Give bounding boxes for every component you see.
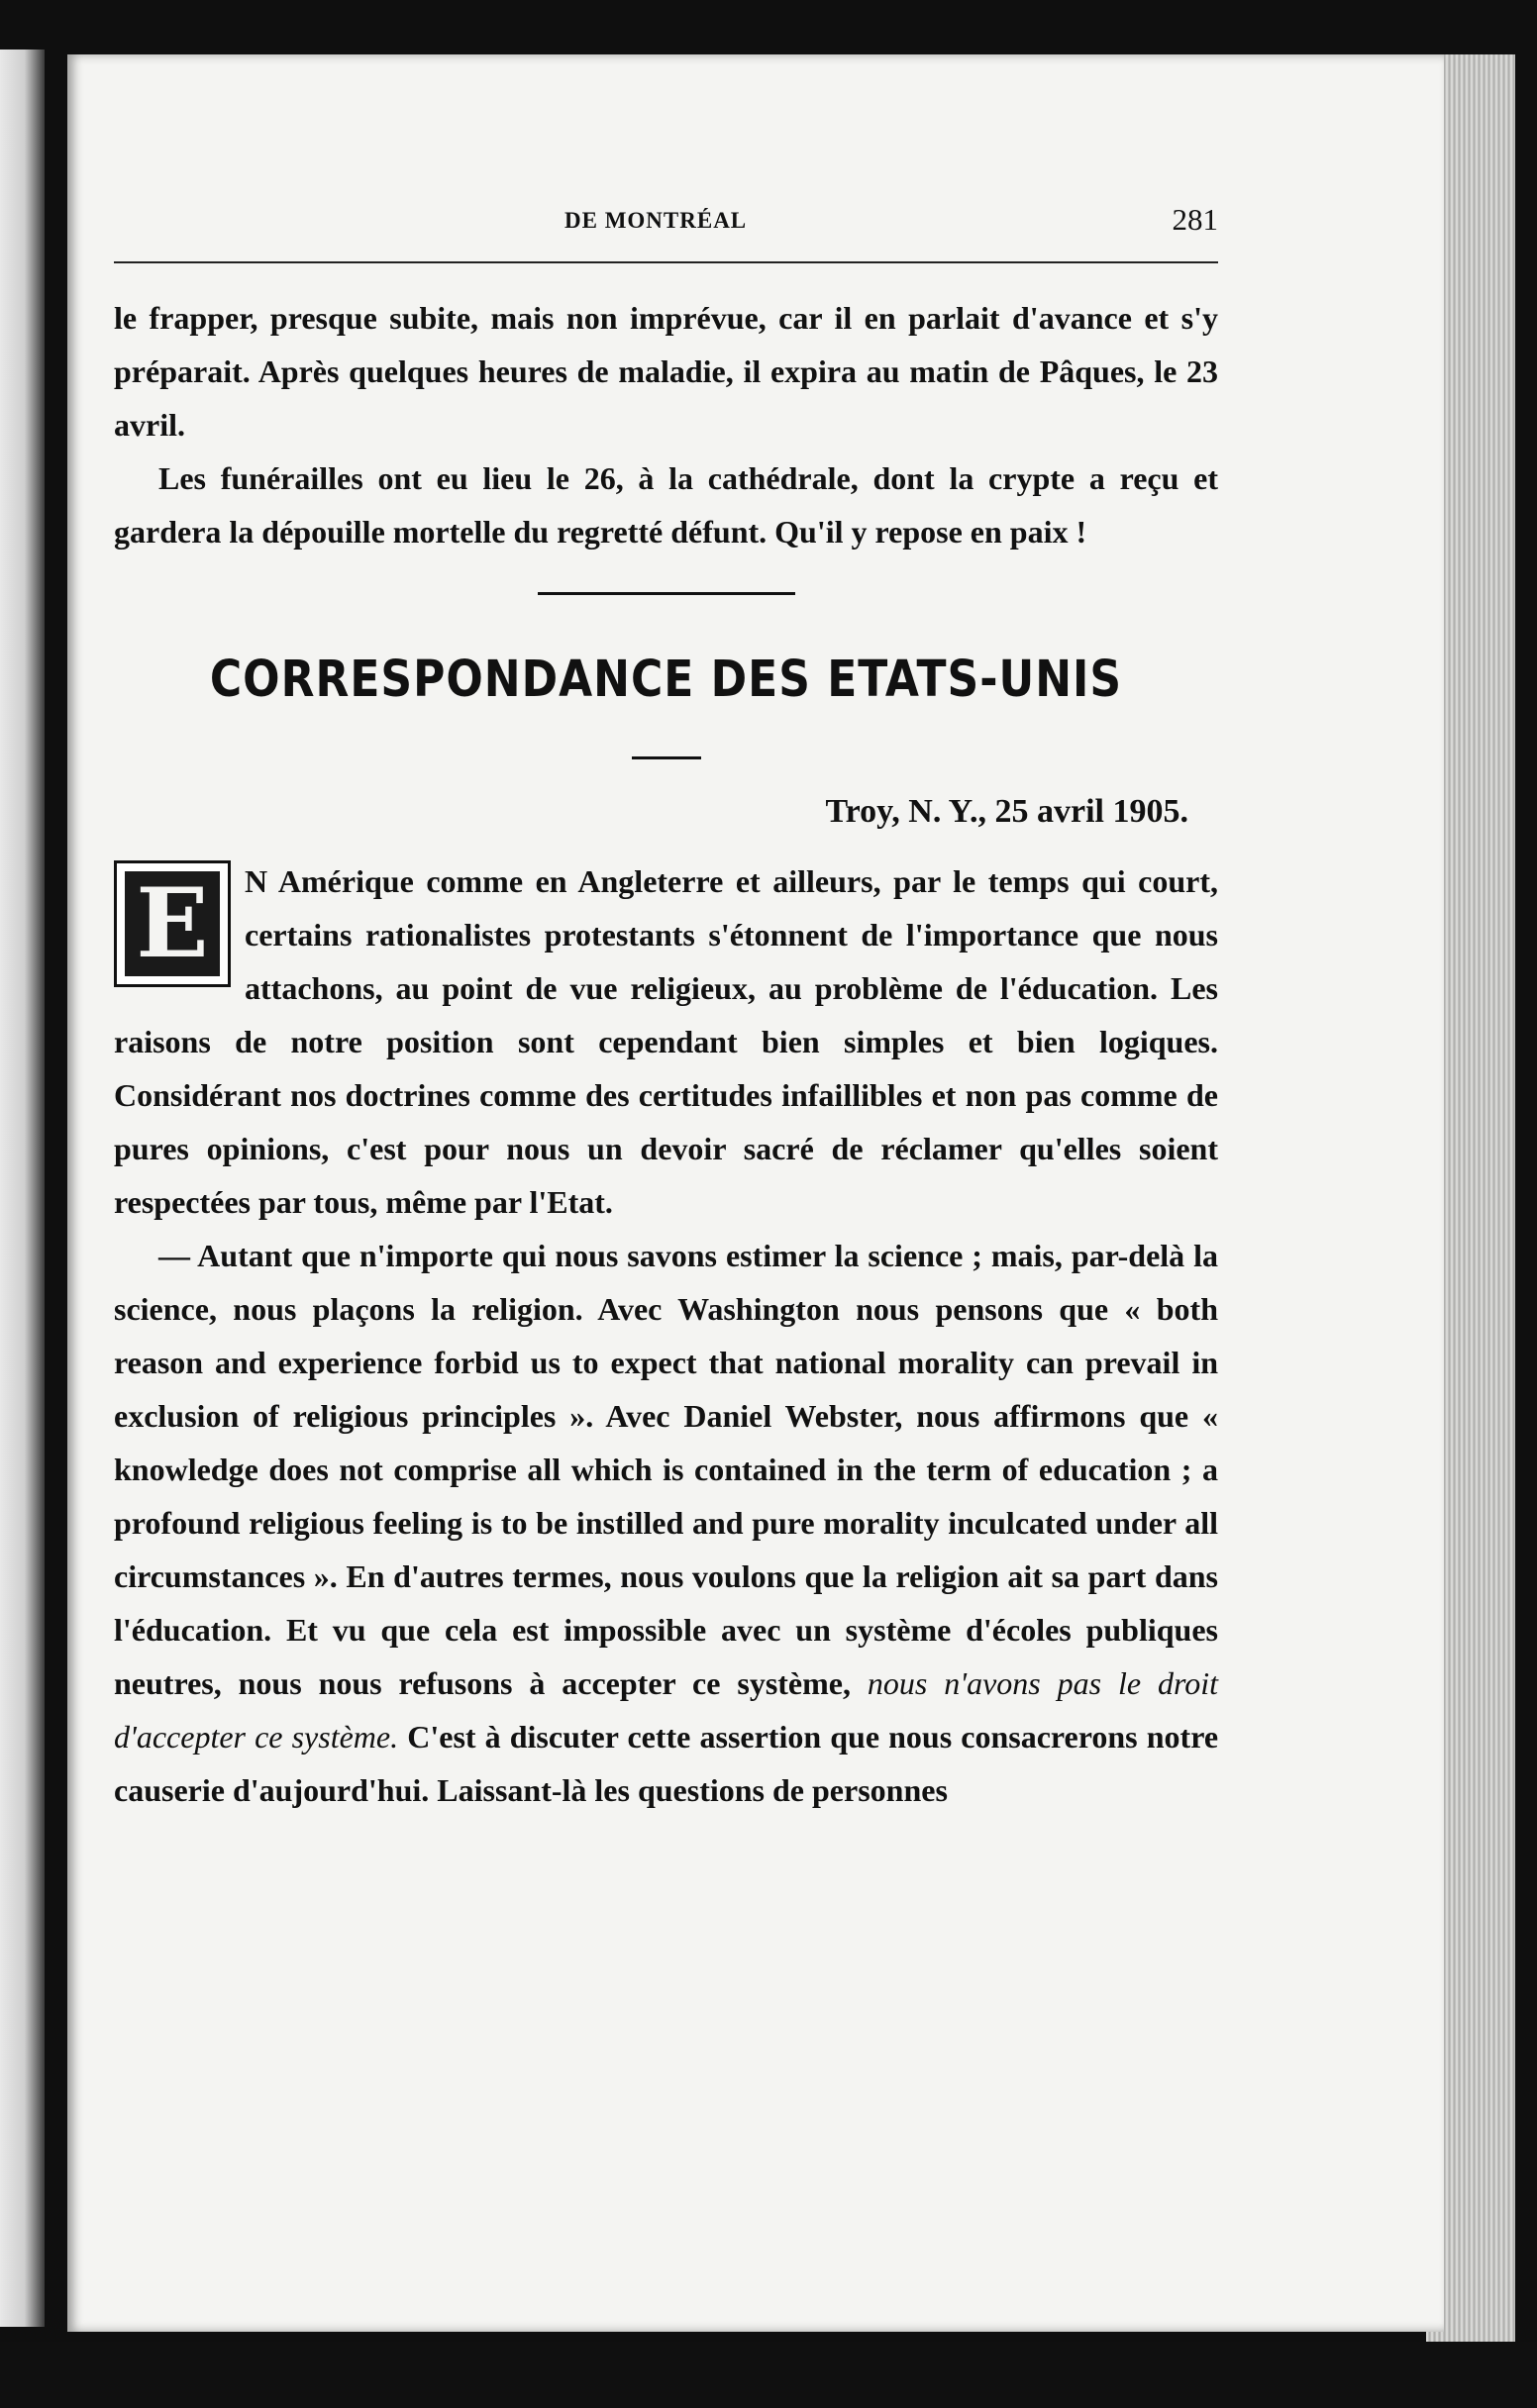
first-word-rest: N bbox=[245, 863, 268, 899]
italic-phrase: nous n'avons pas le droit d'accepter ce système. bbox=[114, 1665, 1219, 1755]
letter-body bbox=[114, 854, 1218, 1817]
section-separator-rule bbox=[538, 592, 795, 595]
paragraph-funerailles: Les funérailles ont eu lieu le 26, à la cathédrale, dont la crypte a reçu et gardera la dépouille mortelle du regretté défunt. Qu'il y repose en paix ! bbox=[114, 460, 1218, 550]
page-content bbox=[114, 188, 1218, 1817]
paragraph-continued: le frapper, presque subite, mais non imprévue, car il en parlait d'avance et s'y préparait. Après quelques heures de maladie, il expira au matin de Pâques, le 23 avril. bbox=[114, 300, 1218, 443]
second-paragraph bbox=[114, 1229, 1218, 1817]
scanner-bottom-band bbox=[0, 2342, 1537, 2408]
drop-cap-ornament bbox=[114, 860, 231, 987]
second-paragraph-text-after: C'est à discuter cette assertion que nous consacrerons notre causerie d'aujourd'hui. Laissant-là les questions de personnes bbox=[114, 1719, 1219, 1808]
section-title: CORRESPONDANCE DES ETATS-UNIS bbox=[209, 651, 1123, 709]
running-title: DE MONTRÉAL bbox=[564, 208, 748, 233]
first-paragraph-text: Amérique comme en Angleterre et ailleurs, par le temps qui court, certains rationalistes protestants s'étonnent de l'importance que nous attachons, au point de vue religieux, au problème de l'éducation. Les raisons de notre position sont cependant bien simples et bien logiques. Considérant nos doctrines comme des certitudes infaillibles et non pas comme de pures opinions, c'est pour nous un devoir sacré de réclamer qu'elles soient respectées par tous, même par l'Etat. bbox=[114, 863, 1219, 1220]
dateline: Troy, N. Y., 25 avril 1905. bbox=[825, 793, 1188, 830]
first-paragraph bbox=[114, 854, 1218, 1229]
page-number: 281 bbox=[1172, 202, 1218, 237]
header-rule bbox=[114, 261, 1218, 263]
drop-cap-frame bbox=[125, 867, 220, 979]
title-underline-rule bbox=[632, 756, 701, 759]
second-paragraph-text: — Autant que n'importe qui nous savons estimer la science ; mais, par-delà la science, nous plaçons la religion. Avec Washington nous pensons que « both reason and experience forbid us to expect that national morality can prevail in exclusion of religious principles ». Avec Daniel Webster, nous affirmons que « knowledge does not comprise all which is contained in the term of education ; a profound religious feeling is to be instilled and pure morality inculcated under all circumstances ». En d'autres termes, nous voulons que la religion ait sa part dans l'éducation. Et vu que cela est impossible avec un système d'écoles publiques neutres, nous nous refusons à accepter ce système, bbox=[114, 1238, 1218, 1701]
drop-cap-letter: E bbox=[136, 867, 209, 979]
binding-edge bbox=[0, 50, 45, 2327]
running-head bbox=[114, 188, 1218, 248]
